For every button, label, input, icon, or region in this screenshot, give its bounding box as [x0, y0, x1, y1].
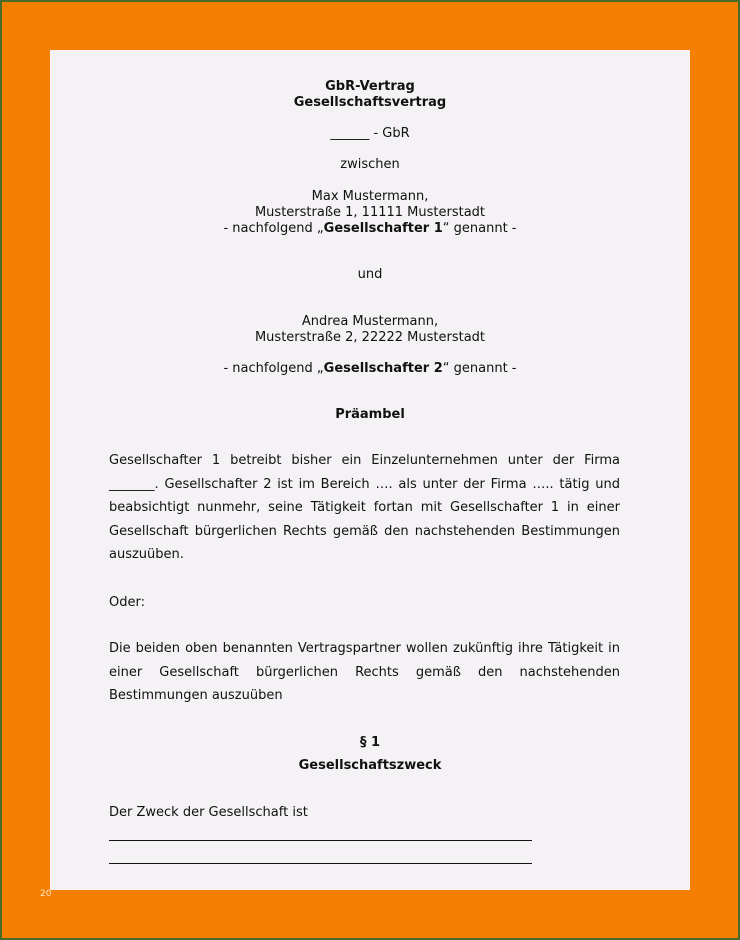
document-subtitle: Gesellschaftsvertrag [293, 95, 447, 110]
party1-role-prefix: - nachfolgend „ [223, 221, 324, 236]
fill-in-line [109, 863, 532, 864]
fill-in-line [109, 840, 532, 841]
gbr-name-line: ______ - GbR [330, 126, 410, 141]
party2-role-prefix: - nachfolgend „ [223, 361, 324, 376]
or-label: Oder: [109, 595, 145, 610]
section-1-number: § 1 [359, 735, 381, 750]
between-label: zwischen [340, 157, 400, 172]
party2-role-suffix: “ genannt - [442, 361, 517, 376]
section-1-title: Gesellschaftszweck [298, 758, 442, 773]
document-title: GbR-Vertrag [325, 79, 415, 94]
purpose-text: Der Zweck der Gesellschaft ist [109, 805, 308, 820]
preamble-text: Gesellschafter 1 betreibt bisher ein Einzelunternehmen unter der Firma _______. Gesellschafter 2 ist im Bereich …. als unter der Firma ….. tätig und beabsichtigt nunmehr, seine Tätigkeit fortan mit Gesellschafter 1 in einer Gesellschaft bürgerlichen Rechts gemäß den nachstehenden Bestimmungen auszuüben. [109, 453, 620, 562]
party1-name: Max Mustermann, [311, 189, 429, 204]
party2-address: Musterstraße 2, 22222 Musterstadt [254, 330, 486, 345]
document-page [50, 50, 690, 890]
party2-role [50, 361, 690, 377]
party1-role [50, 221, 690, 237]
preamble-heading: Präambel [335, 407, 405, 422]
and-label: und [357, 267, 383, 282]
page-number: 20 [40, 889, 52, 899]
party2-role-name: Gesellschafter 2 [323, 361, 443, 376]
alternative-preamble-text: Die beiden oben benannten Vertragspartner wollen zukünftig ihre Tätigkeit in einer Gesellschaft bürgerlichen Rechts gemäß den nachstehenden Bestimmungen auszuüben [109, 641, 620, 703]
party1-role-name: Gesellschafter 1 [323, 221, 443, 236]
party1-address: Musterstraße 1, 11111 Musterstadt [254, 205, 486, 220]
party2-name: Andrea Mustermann, [301, 314, 439, 329]
party1-role-suffix: “ genannt - [442, 221, 517, 236]
